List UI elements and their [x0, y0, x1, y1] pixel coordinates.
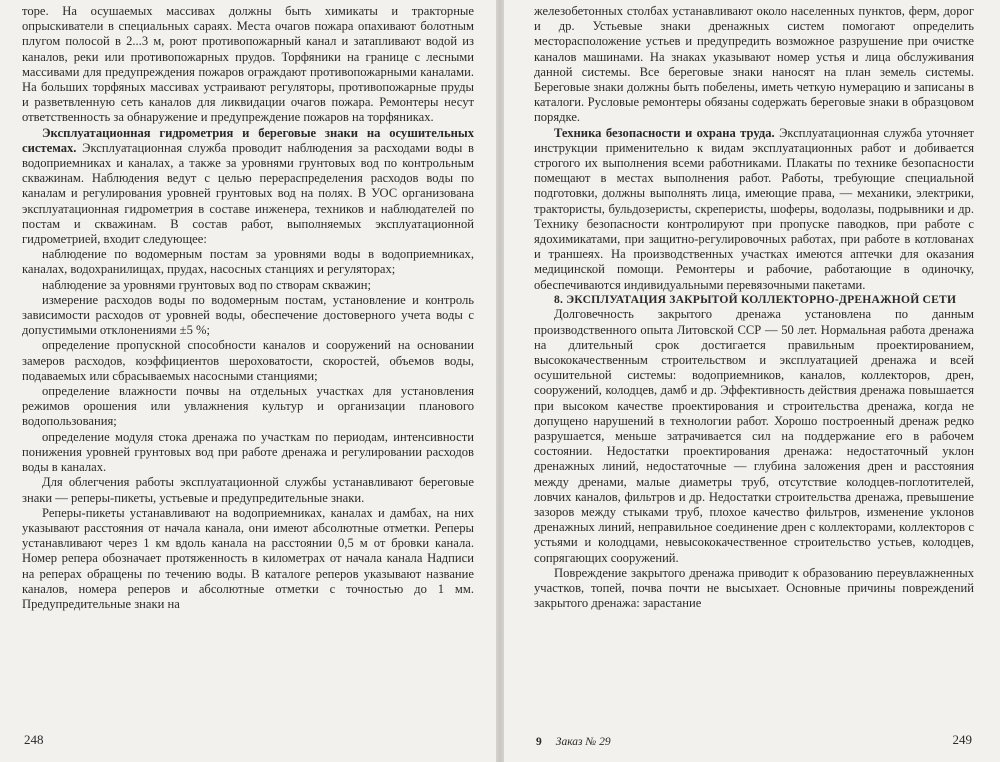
signature-order: Заказ № 29: [555, 736, 611, 748]
page-number: 249: [952, 732, 972, 747]
paragraph-text: Повреждение закрытого дренажа приводит к образованию переувлажненных участков, топей, почва почти не высыхает. Основные причины повреждений закрытого дренажа: зарастание: [534, 565, 974, 611]
paragraph-text: Реперы-пикеты устанавливают на водоприемниках, каналах и дамбах, на них указывают расстояния от начала канала, они имеют абсолютные отметки. Реперы устанавливают через 1 км вдоль канала на расстоянии 0,5 м от бровки канала. Номер репера обозначает протяженность в километрах от начала канала Надписи на реперах обращены по течению воды. В каталоге реперов указывают название каналов, номера реперов и абсолютные отметки с точностью до 1 мм. Предупредительные знаки на: [22, 505, 474, 611]
run-in-heading: Техника безопасности и охрана труда.: [554, 125, 775, 140]
paragraph: [534, 4, 974, 126]
paragraph: [534, 126, 974, 293]
paragraph: [22, 4, 474, 126]
paragraph-text: Долговечность закрытого дренажа установлена по данным производственного опыта Литовской ССР — 50 лет. Нормальная работа дренажа на длительный срок достигается правильным проектированием, высококачественным строительством и эксплуатацией дренажа и всей осушительной системы: водоприемников, каналов, коллекторов, дрен, сооружений, колодцев, дамб и др. Эффективность действия дренажа повышается при высоком качестве проектирования и строительства дренажа, когда не допущено нарушений в технологии работ. Хорошо построенный дренаж редко разрушается, меньше затрачивается сил на поддержание его в рабочем состоянии. Недостатки проектирования дренажа: недостаточный уклон дренажных линий, недостаточные — глубина заложения дрен и расстояния между дренами, малые диаметры труб, отсутствие колодцев-поглотителей, ловчих каналов, фильтров и др. Недостатки строительства дренажа, превышение зазоров между стыками труб, плохое качество фильтров, изменение уклонов дренажных линий, неправильное соединение дрен с коллекторами, коллекторов с устьями и колодцами, невысококачественное строительство устьев, колодцев, сопрягающих сооружений.: [534, 307, 974, 565]
paragraph: [22, 475, 474, 505]
paragraph: [22, 506, 474, 612]
list-item: [22, 430, 474, 476]
left-page: [0, 0, 496, 762]
paragraph-text: Для облегчения работы эксплуатационной службы устанавливают береговые знаки — реперы-пикеты, устьевые и предупредительные знаки.: [22, 475, 474, 505]
printer-signature: [536, 736, 611, 748]
paragraph-text: Эксплуатационная служба уточняет инструкции применительно к видам эксплуатационных работ и добивается строгого их выполнения всеми работниками. Плакаты по технике безопасности помещают в местах выполнения работ. Работы, требующие специальной подготовки, должны выполнять лица, имеющие права, — механики, электрики, трактористы, бульдозеристы, скреперисты, шоферы, водолазы, подрывники и др. Технику безопасности контролируют при пропуске паводков, при работе с ядохимикатами, при защитно-регулировочных работах, при работе в котлованах и траншеях. На производственных участках имеются аптечки для оказания медицинской помощи. Ремонтеры и рабочие, работающие в одиночку, обеспечиваются индивидуальными перевязочными пакетами.: [534, 125, 974, 292]
paragraph-text: наблюдение по водомерным постам за уровнями воды в водоприемниках, каналах, водохранилищах, прудах, насосных станциях и регуляторах;: [22, 247, 474, 277]
right-page-text: [534, 4, 974, 611]
paragraph: [534, 566, 974, 612]
paragraph-text: определение влажности почвы на отдельных участках для установления режимов орошения или увлажнения культур и организации планового водопользования;: [22, 384, 474, 429]
paragraph-text: Эксплуатационная служба проводит наблюдения за расходами воды в водоприемниках и каналах, а также за уровнями грунтовых вод по контрольным скважинам. Наблюдения ведут с целью перераспределения расходов воды по каналам и регулирования уровней грунтовых вод на полях. В УОС организована эксплуатационная гидрометрия в составе инженера, техников и наблюдателей по постам и скважинам. В состав работ, выполняемых эксплуатационной гидрометрией, входит следующее:: [22, 140, 474, 247]
signature-number: 9: [536, 736, 542, 748]
list-item: [22, 247, 474, 277]
list-item: [22, 338, 474, 384]
list-item: [22, 278, 474, 293]
section-heading: 8. ЭКСПЛУАТАЦИЯ ЗАКРЫТОЙ КОЛЛЕКТОРНО-ДРЕНАЖНОЙ СЕТИ: [554, 292, 957, 306]
list-item: [22, 384, 474, 430]
right-page: [504, 0, 1000, 762]
run-in-heading: Эксплуатационная гидрометрия и береговые знаки на осушительных системах.: [22, 125, 474, 155]
paragraph: [534, 307, 974, 565]
paragraph-text: определение модуля стока дренажа по участкам по периодам, интенсивности понижения уровней грунтовых вод при работе дренажа и регулировании расходов воды в каналах.: [22, 429, 474, 475]
left-page-text: [22, 4, 474, 612]
paragraph-text: измерение расходов воды по водомерным постам, установление и контроль зависимости расходов от уровней воды, обеспечение достоверного учета воды с допустимыми отклонениями ±5 %;: [22, 292, 474, 338]
paragraph-text: наблюдение за уровнями грунтовых вод по створам скважин;: [42, 277, 371, 292]
paragraph-text: торе. На осушаемых массивах должны быть химикаты и тракторные опрыскиватели в специальных сараях. Места очагов пожара опахивают болотным плугом полосой в 2...3 м, роют противопожарный канал и затапливают водой из каналов, реки или противопожарных прудов. Торфяники на границе с лесными массивами для предупреждения пожаров ограждают противопожарными каналами. На больших торфяных массивах устраивают регуляторы, противопожарные пруды и разветвленную сеть каналов для ликвидации очагов пожара. Ремонтеры несут ответственность за обнаружение и предупреждение пожаров на торфяниках.: [22, 4, 474, 125]
paragraph: [22, 126, 474, 248]
list-item: [22, 293, 474, 339]
paragraph-text: определение пропускной способности каналов и сооружений на основании замеров расходов, коэффициентов шероховатости, скоростей, объемов воды, подаваемых или сбрасываемых насосными станциями;: [22, 338, 474, 383]
page-number: 248: [24, 732, 44, 747]
paragraph-text: железобетонных столбах устанавливают около населенных пунктов, ферм, дорог и др. Устьевые знаки дренажных систем помогают определить месторасположение устьев и предупредить возможное разрушение при очистке каналов машинами. На знаках указывают номер устья и лица обслуживания данной системы. Все береговые знаки наносят на план земель системы. Береговые знаки должны быть побелены, иметь четкую нумерацию и записаны в каталоги. Русловые ремонтеры обязаны содержать береговые знаки в образцовом порядке.: [534, 4, 974, 125]
book-gutter: [496, 0, 504, 762]
